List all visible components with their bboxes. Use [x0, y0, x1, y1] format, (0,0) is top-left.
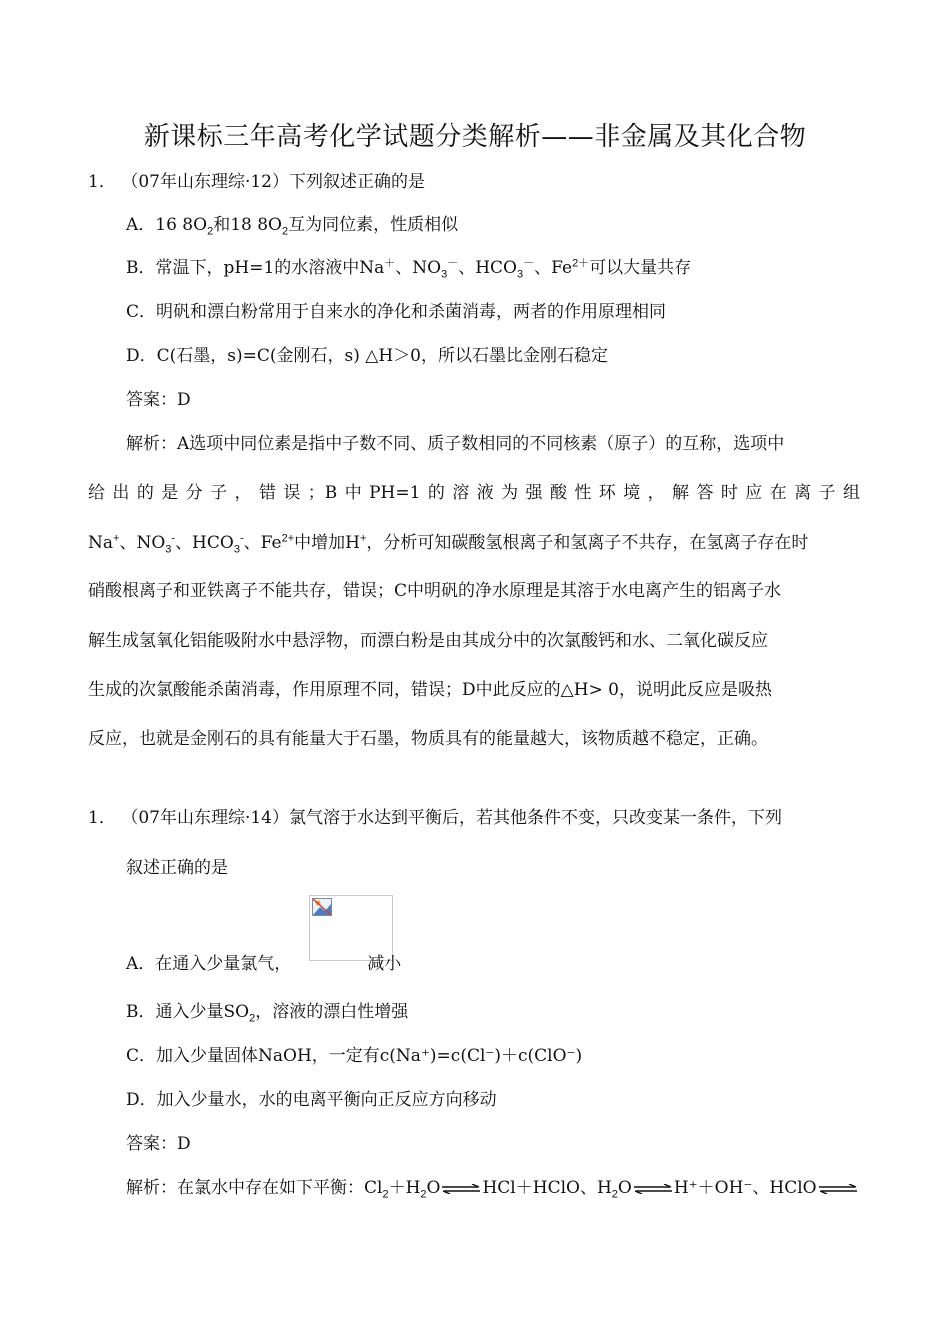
q2-option-d: D．加入少量水，水的电离平衡向正反应方向移动	[126, 1090, 497, 1110]
q2-option-b: B．通入少量$SO_2$，溶液的漂白性增强	[126, 1002, 409, 1025]
question-2-header	[88, 808, 782, 828]
equilibrium-arrow-icon	[634, 1184, 672, 1194]
q1-analysis-line-4: 硝酸根离子和亚铁离子不能共存，错误；C中明矾的净水原理是其溶于水电离产生的铝离子水	[88, 581, 782, 601]
q1-analysis-line-6: 生成的次氯酸能杀菌消毒，作用原理不同，错误；D中此反应的△H> 0，说明此反应是吸热	[88, 680, 772, 700]
q1-answer: 答案：D	[126, 390, 191, 410]
broken-image-placeholder	[309, 895, 393, 961]
question-text: （07年山东理综·12）下列叙述正确的是	[129, 172, 425, 192]
question-text: （07年山东理综·14）氯气溶于水达到平衡后，若其他条件不变，只改变某一条件，下列	[129, 808, 782, 828]
q2-analysis: 解析：在氯水中存在如下平衡：$Cl_2+H_2O$ HCl＋HClO、$H_2O$ H⁺＋OH⁻、HClO	[126, 1178, 859, 1198]
q2-option-c: C．加入少量固体NaOH，一定有c(Na⁺)=c(Cl⁻)＋c(ClO⁻)	[126, 1046, 583, 1066]
broken-image-icon	[312, 898, 332, 916]
q1-option-c: C．明矾和漂白粉常用于自来水的净化和杀菌消毒，两者的作用原理相同	[126, 302, 667, 322]
q1-option-a: A．16 $8O_2$和18 $8O_2$互为同位素，性质相似	[126, 215, 459, 238]
q1-analysis-line-7: 反应，也就是金刚石的具有能量大于石墨，物质具有的能量越大，该物质越不稳定，正确。	[88, 729, 768, 749]
q1-option-d: D．C(石墨，s)=C(金刚石，s) △H＞0，所以石墨比金刚石稳定	[126, 346, 608, 366]
q1-analysis-line-2: 给出的是分子，错误；B中PH=1的溶液为强酸性环境，解答时应在离子组	[88, 483, 860, 503]
q2-option-a: A．在通入少量氯气， 减小	[126, 954, 402, 974]
question-2-header-cont: 叙述正确的是	[126, 858, 228, 878]
q1-option-b: B．常温下，pH=1的水溶液中Na＋、$NO_3^-$、$HCO_3^-$、$Fe^{2+}$可以大量共存	[126, 257, 692, 281]
q1-analysis-line-5: 解生成氢氧化铝能吸附水中悬浮物，而漂白粉是由其成分中的次氯酸钙和水、二氧化碳反应	[88, 631, 768, 651]
equilibrium-arrow-icon	[819, 1184, 857, 1194]
q2-answer: 答案：D	[126, 1134, 191, 1154]
page-title: 新课标三年高考化学试题分类解析——非金属及其化合物	[143, 122, 807, 152]
q1-analysis-line-3: Na+、$NO_3^-$、$HCO_3^-$、$Fe^{2+}$中增加H+，分析可知碳酸氢根离子和氢离子不共存，在氢离子存在时	[88, 532, 809, 556]
equilibrium-arrow-icon	[442, 1184, 480, 1194]
q1-analysis-line-1: 解析：A选项中同位素是指中子数不同、质子数相同的不同核素（原子）的互称，选项中	[126, 434, 785, 454]
question-1-header	[88, 172, 425, 192]
question-number: 1．	[88, 808, 116, 828]
question-number: 1．	[88, 172, 116, 192]
